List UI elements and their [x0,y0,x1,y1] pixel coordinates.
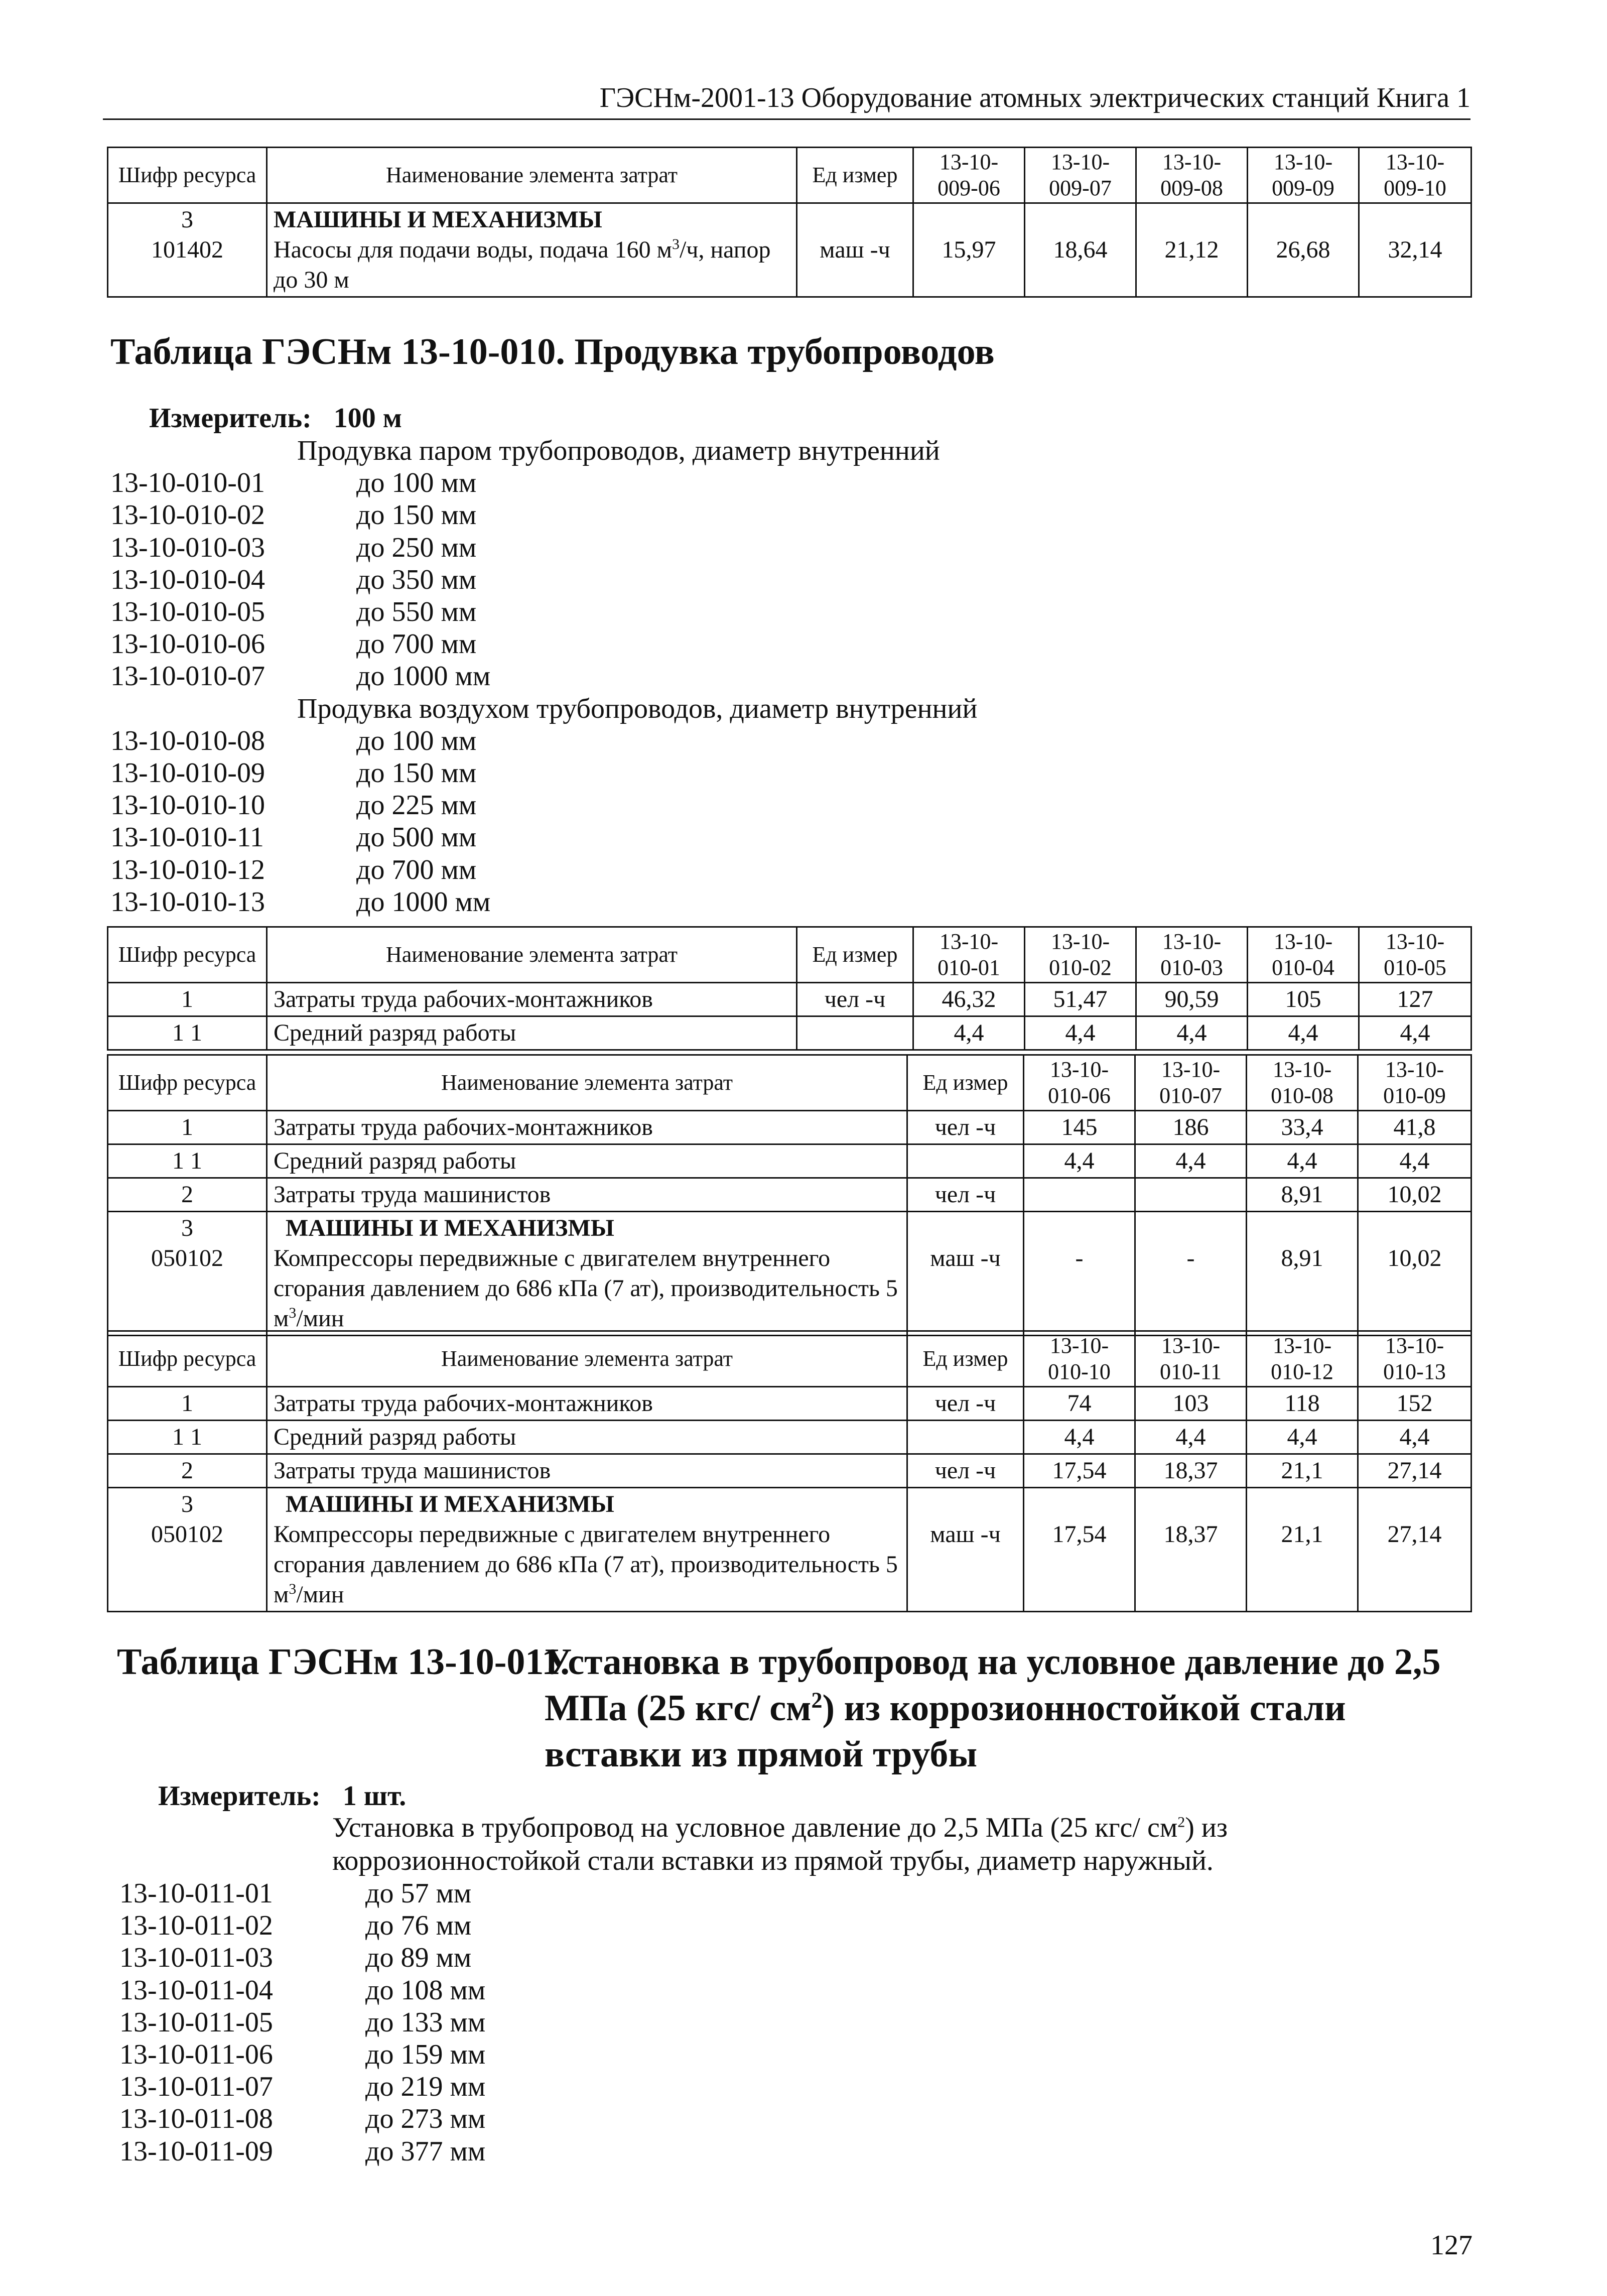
section-name: МАШИНЫ И МЕХАНИЗМЫ [286,1215,614,1241]
value-cell: 8,91 [1247,1178,1358,1212]
code-cell: 2 [108,1454,267,1488]
code-cell: 1 1 [108,1016,267,1050]
intro-011: Установка в трубопровод на условное давление до 2,5 МПа (25 кгс/ $см^2$) из коррозионностойкой стали вставки из прямой трубы, диаметр наружный. [332,1812,1228,1876]
list-item: 13-10-011-01 до 57 мм [119,1878,472,1909]
value-cell [1135,1178,1247,1212]
value-cell: 4,4 [1025,1016,1136,1050]
measure-label: Измеритель: [158,1780,321,1812]
value-cell: 8,91 [1247,1212,1358,1336]
value-cell [1024,1178,1135,1212]
unit-cell: чел -ч [797,983,913,1016]
list-item: 13-10-010-10 до 225 мм [110,790,477,821]
list-item: 13-10-011-02 до 76 мм [119,1910,472,1942]
unit-cell [907,1144,1024,1178]
section-name: МАШИНЫ И МЕХАНИЗМЫ [286,1491,614,1517]
code-cell: 2 [108,1178,267,1212]
name-cell: Затраты труда рабочих-монтажников [267,983,797,1016]
name-cell [267,1488,907,1612]
header-code: Шифр ресурса [108,1055,267,1111]
value-cell: 4,4 [1135,1144,1247,1178]
table-row [108,1178,1471,1212]
value-cell: 46,32 [913,983,1025,1016]
unit-cell [907,1421,1024,1454]
value-cell: - [1024,1212,1135,1336]
resource-name: Насосы для подачи воды, подача 160 $м^3/ч$, напор до 30 м [274,236,771,293]
list-item: 13-10-011-08 до 273 мм [119,2103,486,2135]
header-rate-code: 13-10- 010-02 [1025,927,1136,983]
value-cell: 145 [1024,1111,1135,1144]
value-cell: 4,4 [1358,1421,1471,1454]
code-cell: 1 [108,983,267,1016]
list-item: 13-10-011-06 до 159 мм [119,2039,486,2071]
value-cell: 17,54 [1024,1488,1135,1612]
unit-cell: чел -ч [907,1178,1024,1212]
code-cell: 1 [108,1111,267,1144]
list-item: 13-10-010-11 до 500 мм [110,822,477,853]
measure-label: Измеритель: [149,403,312,434]
measure-value: 1 шт. [342,1780,407,1812]
value-cell: 152 [1358,1387,1471,1421]
value-cell: 18,37 [1135,1488,1247,1612]
value-cell: 186 [1135,1111,1247,1144]
unit-cell: маш -ч [907,1212,1024,1336]
table-row [108,1212,1471,1336]
list-item: 13-10-011-07 до 219 мм [119,2071,486,2103]
unit-cell [797,1016,913,1050]
table-title-010: Таблица ГЭСНм 13-10-010. Продувка трубопроводов [110,331,995,372]
value-cell: 127 [1359,983,1471,1016]
header-name: Наименование элемента затрат [267,148,797,203]
unit-cell: чел -ч [907,1387,1024,1421]
header-rate-code: 13-10- 010-08 [1247,1055,1358,1111]
table-title-011: Установка в трубопровод на условное давление до 2,5 МПа (25 кгс/ $см^2$) из коррозионностойкой стали вставки из прямой трубы [545,1641,1441,1775]
value-cell: 4,4 [1135,1421,1247,1454]
resource-table-010-c [107,1330,1472,1612]
value-cell: 10,02 [1358,1178,1471,1212]
list-item: 13-10-010-12 до 700 мм [110,854,477,885]
header-rate-code: 13-10- 010-01 [913,927,1025,983]
header-rule [103,118,1470,120]
section-code: 3 [181,206,193,233]
name-cell: Средний разряд работы [267,1144,907,1178]
value-cell: 51,47 [1025,983,1136,1016]
table-row [108,1016,1471,1050]
list-item: 13-10-010-07 до 1000 мм [110,661,491,692]
list-item: 13-10-010-04 до 350 мм [110,564,477,595]
value-cell: 21,1 [1247,1488,1358,1612]
resource-name: Компрессоры передвижные с двигателем внутреннего сгорания давлением до 686 кПа (7 ат), производительность 5 $м^3$/мин [274,1521,898,1608]
value-cell: 4,4 [1247,1421,1358,1454]
value-cell: 21,1 [1247,1454,1358,1488]
header-rate-code: 13-10- 010-10 [1024,1331,1135,1387]
resource-name: Компрессоры передвижные с двигателем внутреннего сгорания давлением до 686 кПа (7 ат), производительность 5 $м^3$/мин [274,1245,898,1332]
name-cell: Средний разряд работы [267,1016,797,1050]
name-cell: Затраты труда машинистов [267,1178,907,1212]
header-rate-code: 13-10- 010-07 [1135,1055,1247,1111]
list-item: 13-10-010-02 до 150 мм [110,499,477,531]
header-rate-code: 13-10- 009-07 [1025,148,1136,203]
value-cell: 4,4 [1247,1144,1358,1178]
table-row [108,983,1471,1016]
value-cell: 15,97 [913,203,1025,297]
code-cell: 1 1 [108,1421,267,1454]
table-row [108,1111,1471,1144]
header-rate-code: 13-10- 010-05 [1359,927,1471,983]
running-header: ГЭСНм-2001-13 Оборудование атомных электрических станций Книга 1 [599,82,1470,113]
value-cell: 4,4 [1024,1144,1135,1178]
header-rate-code: 13-10- 010-06 [1024,1055,1135,1111]
value-cell: 32,14 [1359,203,1471,297]
list-item: 13-10-010-05 до 550 мм [110,596,477,627]
header-rate-code: 13-10- 009-06 [913,148,1025,203]
list-item: 13-10-010-01 до 100 мм [110,467,477,499]
list-item: 13-10-011-03 до 89 мм [119,1942,472,1974]
resource-table-010-a [107,926,1472,1051]
unit-cell: чел -ч [907,1111,1024,1144]
resource-table-009 [107,147,1472,298]
section-code: 3 [181,1491,193,1517]
resource-code: 050102 [151,1245,223,1271]
unit-cell: маш -ч [907,1488,1024,1612]
header-name: Наименование элемента затрат [267,1055,907,1111]
value-cell: 21,12 [1136,203,1248,297]
value-cell: 18,37 [1135,1454,1247,1488]
section-name: МАШИНЫ И МЕХАНИЗМЫ [274,206,602,233]
header-rate-code: 13-10- 009-08 [1136,148,1248,203]
header-unit: Ед измер [907,1331,1024,1387]
group-title: Продувка воздухом трубопроводов, диаметр внутренний [297,693,978,724]
value-cell: 4,4 [1248,1016,1359,1050]
page-number: 127 [1430,2230,1472,2261]
value-cell: 10,02 [1358,1212,1471,1336]
value-cell: 4,4 [1358,1144,1471,1178]
list-item: 13-10-010-03 до 250 мм [110,532,477,563]
header-rate-code: 13-10- 009-10 [1359,148,1471,203]
list-item: 13-10-011-05 до 133 мм [119,2006,486,2038]
code-cell: 1 1 [108,1144,267,1178]
table-row [108,1421,1471,1454]
resource-code: 050102 [151,1521,223,1548]
header-rate-code: 13-10- 010-03 [1136,927,1248,983]
resource-table-010-b [107,1054,1472,1336]
value-cell: - [1135,1212,1247,1336]
value-cell: 105 [1248,983,1359,1016]
header-code: Шифр ресурса [108,148,267,203]
header-unit: Ед измер [797,927,913,983]
rate-list-011 [119,1877,485,2167]
header-rate-code: 13-10- 009-09 [1248,148,1359,203]
value-cell: 4,4 [1359,1016,1471,1050]
table-row [108,1387,1471,1421]
table-row-code [108,203,267,297]
header-code: Шифр ресурса [108,1331,267,1387]
code-cell [108,1212,267,1336]
header-name: Наименование элемента затрат [267,1331,907,1387]
value-cell: 74 [1024,1387,1135,1421]
value-cell: 90,59 [1136,983,1248,1016]
header-rate-code: 13-10- 010-13 [1358,1331,1471,1387]
group-title: Продувка паром трубопроводов, диаметр внутренний [297,435,940,466]
measure-011 [158,1779,406,1813]
table-title-011-prefix: Таблица ГЭСНм 13-10-011. [117,1641,570,1683]
header-unit: Ед измер [797,148,913,203]
list-item: 13-10-011-04 до 108 мм [119,1974,486,2006]
table-row-name [267,203,797,297]
list-item: 13-10-011-09 до 377 мм [119,2135,486,2167]
value-cell: 4,4 [913,1016,1025,1050]
table-row [108,1144,1471,1178]
list-item: 13-10-010-09 до 150 мм [110,757,477,789]
code-cell [108,1488,267,1612]
name-cell: Средний разряд работы [267,1421,907,1454]
resource-code: 101402 [151,236,223,263]
code-cell: 1 [108,1387,267,1421]
value-cell: 4,4 [1024,1421,1135,1454]
section-code: 3 [181,1215,193,1241]
value-cell: 17,54 [1024,1454,1135,1488]
rate-list-010 [110,435,977,918]
measure-010 [149,402,402,435]
value-cell: 26,68 [1248,203,1359,297]
value-cell: 118 [1247,1387,1358,1421]
header-rate-code: 13-10- 010-11 [1135,1331,1247,1387]
list-item: 13-10-010-13 до 1000 мм [110,886,491,918]
name-cell [267,1212,907,1336]
header-code: Шифр ресурса [108,927,267,983]
list-item: 13-10-010-08 до 100 мм [110,725,477,756]
unit-cell: маш -ч [797,203,913,297]
header-unit: Ед измер [907,1055,1024,1111]
value-cell: 103 [1135,1387,1247,1421]
header-rate-code: 13-10- 010-04 [1248,927,1359,983]
header-rate-code: 13-10- 010-12 [1247,1331,1358,1387]
value-cell: 18,64 [1025,203,1136,297]
table-row [108,1454,1471,1488]
header-rate-code: 13-10- 010-09 [1358,1055,1471,1111]
value-cell: 41,8 [1358,1111,1471,1144]
name-cell: Затраты труда машинистов [267,1454,907,1488]
header-name: Наименование элемента затрат [267,927,797,983]
table-row [108,1488,1471,1612]
name-cell: Затраты труда рабочих-монтажников [267,1387,907,1421]
unit-cell: чел -ч [907,1454,1024,1488]
list-item: 13-10-010-06 до 700 мм [110,628,477,660]
value-cell: 4,4 [1136,1016,1248,1050]
value-cell: 33,4 [1247,1111,1358,1144]
value-cell: 27,14 [1358,1488,1471,1612]
value-cell: 27,14 [1358,1454,1471,1488]
name-cell: Затраты труда рабочих-монтажников [267,1111,907,1144]
measure-value: 100 м [333,403,402,434]
